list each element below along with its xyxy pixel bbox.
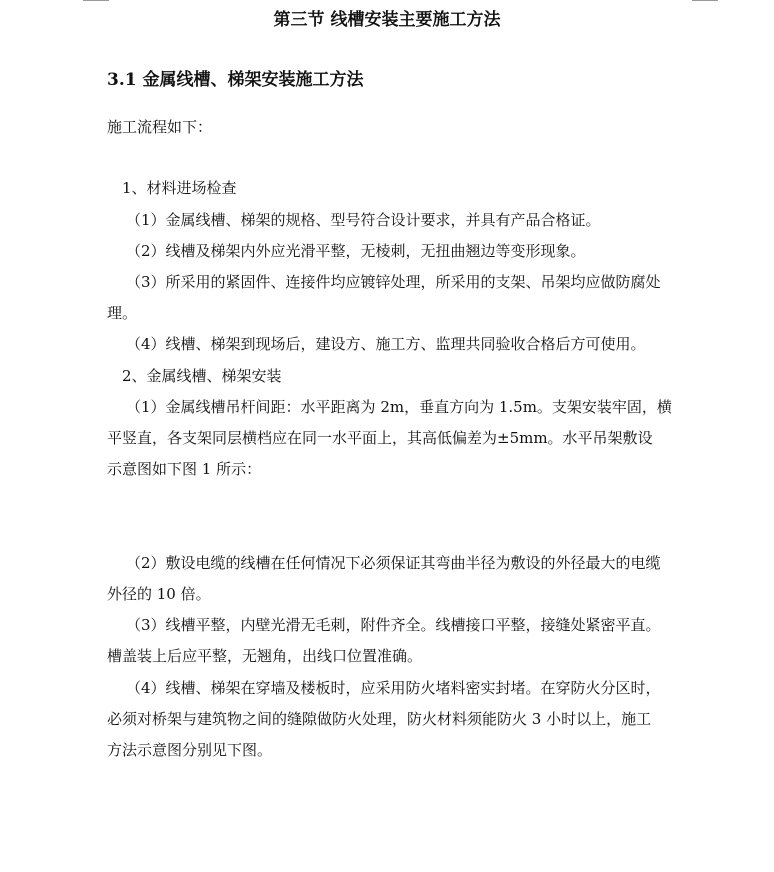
paragraph-line: （1）金属线槽吊杆间距：水平距离为 2m，垂直方向为 1.5m。支架安装牢固，横 <box>126 398 672 416</box>
paragraph-line: 2、金属线槽、梯架安装 <box>122 367 282 385</box>
paragraph-line: （2）线槽及梯架内外应光滑平整，无棱刺，无扭曲翘边等变形现象。 <box>126 242 586 260</box>
paragraph-line: （4）线槽、梯架到现场后，建设方、施工方、监理共同验收合格后方可使用。 <box>126 335 646 353</box>
paragraph-line: 示意图如下图 1 所示： <box>107 460 262 478</box>
paragraph-line: （4）线槽、梯架在穿墙及楼板时，应采用防火堵料密实封堵。在穿防火分区时， <box>126 679 661 697</box>
paragraph-line: （2）敷设电缆的线槽在任何情况下必须保证其弯曲半径为敷设的外径最大的电缆 <box>126 554 661 572</box>
paragraph-line: 理。 <box>107 304 138 322</box>
paragraph-line: 必须对桥架与建筑物之间的缝隙做防火处理，防火材料须能防火 3 小时以上，施工 <box>107 710 652 728</box>
section-heading: 3.1 金属线槽、梯架安装施工方法 <box>107 70 364 90</box>
paragraph-line: （3）线槽平整，内壁光滑无毛刺，附件齐全。线槽接口平整，接缝处紧密平直。 <box>126 616 661 634</box>
paragraph-line: 方法示意图分别见下图。 <box>107 741 273 759</box>
paragraph-line: 施工流程如下： <box>107 118 213 136</box>
paragraph-line: 平竖直，各支架同层横档应在同一水平面上，其高低偏差为±5mm。水平吊架敷设 <box>107 429 653 447</box>
paragraph-line: 外径的 10 倍。 <box>107 585 211 603</box>
page-title: 第三节 线槽安装主要施工方法 <box>273 10 501 30</box>
paragraph-line: 1、材料进场检查 <box>122 179 237 197</box>
paragraph-line: （1）金属线槽、梯架的规格、型号符合设计要求，并具有产品合格证。 <box>126 211 601 229</box>
paragraph-line: 槽盖装上后应平整，无翘角，出线口位置准确。 <box>107 647 423 665</box>
paragraph-line: （3）所采用的紧固件、连接件均应镀锌处理，所采用的支架、吊架均应做防腐处 <box>126 273 661 291</box>
